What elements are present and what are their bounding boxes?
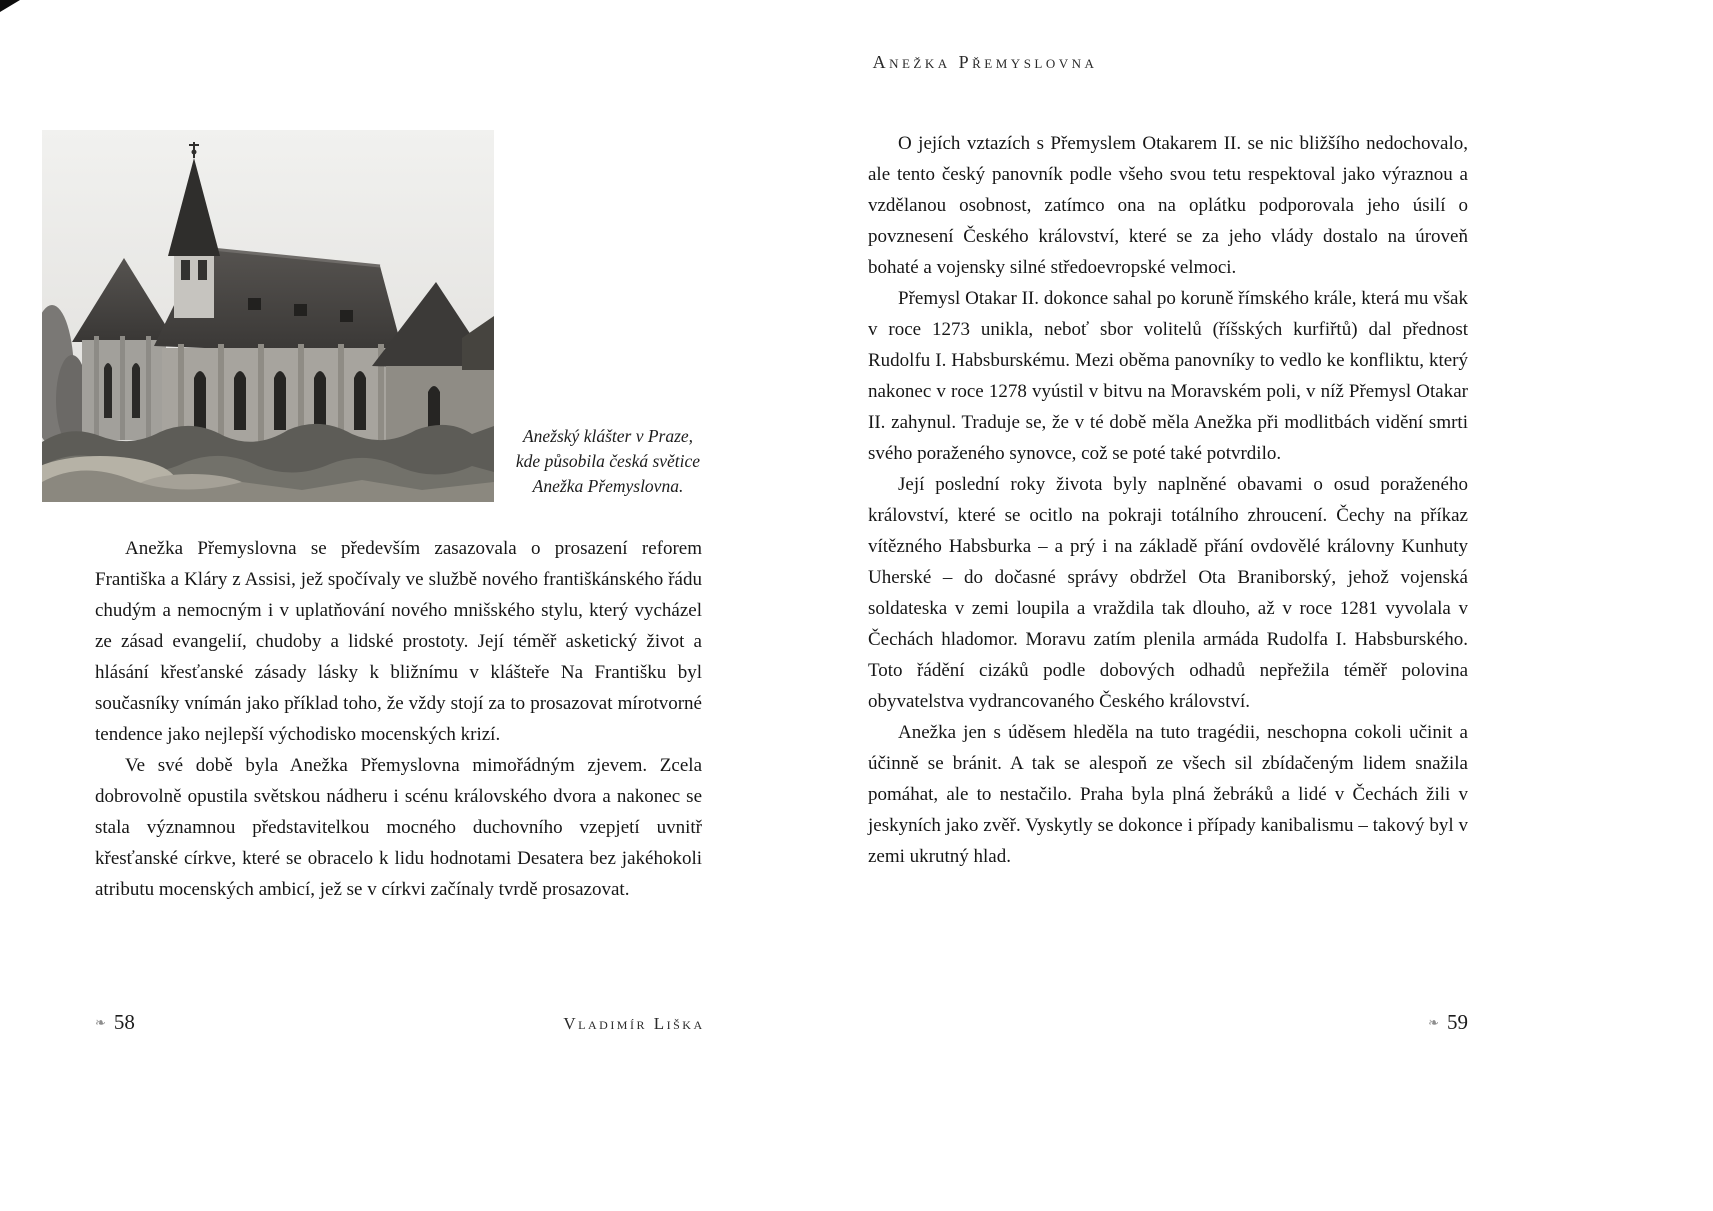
left-page-number — [95, 1010, 135, 1035]
caption-line: kde působila česká světice — [515, 451, 701, 471]
caption-line: Anežka Přemyslovna. — [532, 476, 684, 496]
fleuron-icon: ❧ — [1428, 1016, 1439, 1031]
right-text-column — [868, 128, 1468, 872]
photo-caption — [498, 424, 718, 499]
fleuron-icon: ❧ — [95, 1016, 106, 1031]
church-illustration — [42, 130, 494, 502]
paragraph: Ve své době byla Anežka Přemyslovna mimořádným zjevem. Zcela dobrovolně opustila světskou nádheru i scénu královského dvora a nakonec se stala významnou představitelkou mocného duchovního vzepjetí uvnitř křesťanské církve, které se obracelo k lidu hodnotami Desatera bez jakéhokoli atributu mocenských ambicí, jež se v církvi začínaly tvrdě prosazovat. — [95, 755, 702, 900]
footer-author: Vladimír Liška — [563, 1014, 705, 1033]
right-page-number — [1428, 1010, 1468, 1035]
paragraph: O jejích vztazích s Přemyslem Otakarem II. se nic bližšího nedochovalo, ale tento český panovník podle všeho svou tetu respektoval jako výraznou a vzdělanou osobnost, zatímco ona na oplátku podporovala jeho úsilí o povznesení Českého království, které se za jeho vlády dostalo na úroveň bohaté a vojensky silné středoevropské velmoci. — [868, 133, 1468, 278]
page-number-text: 59 — [1447, 1010, 1468, 1034]
paragraph: Přemysl Otakar II. dokonce sahal po koruně římského krále, která mu však v roce 1273 unikla, neboť sbor volitelů (říšských kurfiřtů) dal přednost Rudolfu I. Habsburskému. Mezi oběma panovníky to vedlo ke konfliktu, který nakonec v roce 1278 vyústil v bitvu na Moravském poli, v níž Přemysl Otakar II. zahynul. Traduje se, že v té době měla Anežka při modlitbách vidění smrti svého poraženého synovce, což se poté také potvrdilo. — [868, 288, 1468, 464]
running-head: Anežka Přemyslovna — [872, 52, 1098, 72]
page-number-text: 58 — [113, 1010, 135, 1034]
paragraph: Anežka jen s úděsem hleděla na tuto tragédii, neschopna cokoli učinit a účinně se bránit. A tak se alespoň ze všech sil zbídačeným lidem snažila pomáhat, ale to nestačilo. Praha byla plná žebráků a lidé v Čechách žili v jeskyních jako zvěř. Vyskytly se dokonce i případy kanibalismu – takový byl v zemi ukrutný hlad. — [868, 722, 1468, 867]
monastery-photo — [42, 130, 494, 502]
paragraph: Anežka Přemyslovna se především zasazovala o prosazení reforem Františka a Kláry z Assisi, jež spočívaly ve službě nového františkánského řádu chudým a nemocným i v uplatňování nového mnišského stylu, který vycházel ze zásad evangelií, chudoby a lidské prostoty. Její téměř asketický život a hlásání křesťanské zásady lásky k bližnímu v klášteře Na Františku byl současníky vnímán jako příklad toho, že vždy stojí za to prosazovat mírotvorné tendence jako nejlepší východisko mocenských krizí. — [95, 538, 702, 745]
paragraph: Její poslední roky života byly naplněné obavami o osud poraženého království, které se ocitlo na pokraji totálního zhroucení. Čechy na příkaz vítězného Habsburka – a prý i na základě přání ovdovělé královny Kunhuty Uherské – do dočasné správy obdržel Ota Braniborský, jehož vojenská soldateska v zemi loupila a vraždila tak dlouho, až v roce 1281 vyvolala v Čechách hladomor. Moravu zatím plenila armáda Rudolfa I. Habsburského. Toto řádění cizáků podle dobových odhadů nepřežila téměř polovina obyvatelstva vydrancovaného Českého království. — [868, 474, 1468, 712]
left-text-column — [95, 533, 702, 905]
caption-line: Anežský klášter v Praze, — [522, 426, 694, 446]
scan-corner-artifact — [0, 0, 20, 12]
